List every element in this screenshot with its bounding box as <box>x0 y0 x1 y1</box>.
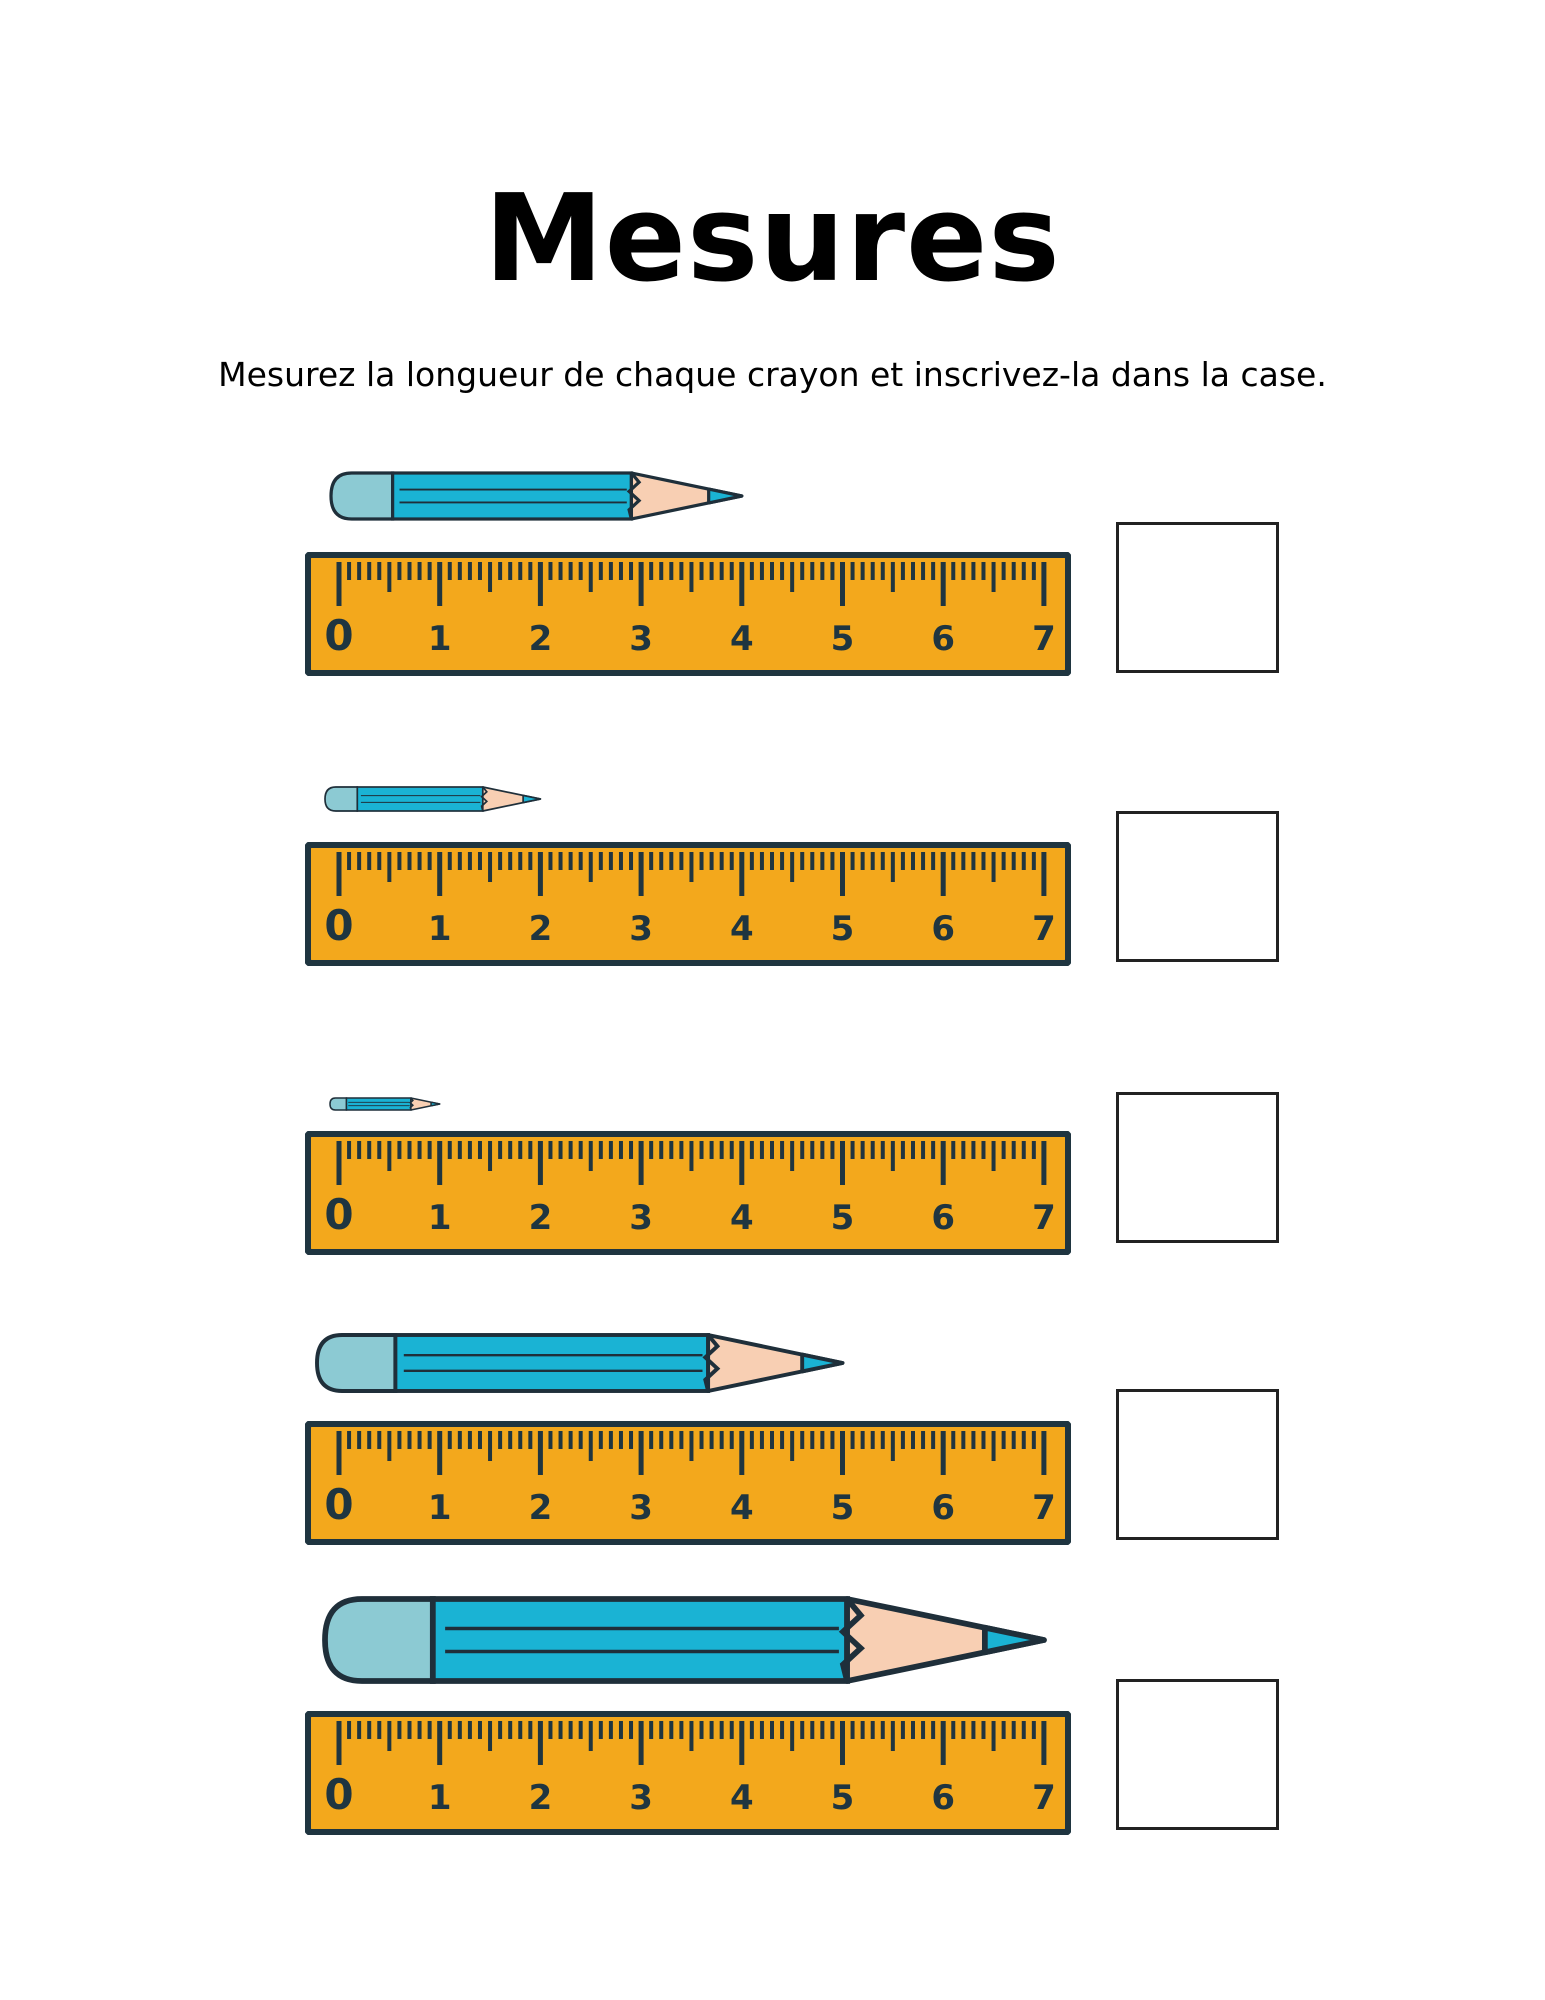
ruler-label: 6 <box>931 909 956 949</box>
pencil-body <box>393 473 632 519</box>
pencil-body <box>395 1335 708 1391</box>
pencil-wood <box>631 473 741 519</box>
ruler-label: 1 <box>427 1778 452 1818</box>
ruler-label: 2 <box>528 909 553 949</box>
ruler-label: 4 <box>729 619 754 659</box>
pencil-icon <box>330 1098 440 1110</box>
pencil-eraser <box>330 1098 346 1110</box>
pencil-lead <box>802 1355 842 1372</box>
instructions: Mesurez la longueur de chaque crayon et inscrivez-la dans la case. <box>218 355 1327 394</box>
pencil-eraser <box>325 1599 433 1681</box>
pencil-zigzag <box>843 1599 861 1681</box>
pencil-eraser <box>331 473 393 519</box>
pencil-icon <box>317 1335 843 1391</box>
ruler-label: 1 <box>427 619 452 659</box>
pencil-body <box>346 1098 410 1110</box>
ruler-label: 4 <box>729 1488 754 1528</box>
ruler <box>305 1131 1071 1255</box>
ruler-label: 5 <box>830 1778 855 1818</box>
ruler-label: 5 <box>830 619 855 659</box>
ruler-label: 6 <box>931 1778 956 1818</box>
pencil-wood <box>847 1599 1044 1681</box>
pencil-zigzag <box>629 473 639 519</box>
page-title: Mesures <box>484 170 1061 309</box>
ruler-label: 3 <box>629 619 653 659</box>
ruler-label: 2 <box>528 619 553 659</box>
ruler-label: 5 <box>830 1198 855 1238</box>
pencil-lead <box>431 1102 440 1106</box>
ruler-label: 1 <box>427 1488 452 1528</box>
ruler <box>305 842 1071 966</box>
ruler-label: 5 <box>830 1488 855 1528</box>
ruler-label: 1 <box>427 909 452 949</box>
ruler <box>305 1421 1071 1545</box>
ruler-label: 4 <box>729 1198 754 1238</box>
pencil-lead <box>523 795 540 802</box>
pencil-wood <box>483 787 541 811</box>
ruler-label: 0 <box>324 901 354 950</box>
ruler-label: 0 <box>324 611 354 660</box>
pencil-icon <box>325 787 540 811</box>
ruler-label: 3 <box>629 909 653 949</box>
ruler-label: 7 <box>1032 909 1056 949</box>
ruler-label: 7 <box>1032 619 1056 659</box>
pencil-body <box>357 787 482 811</box>
pencil-wood <box>411 1098 440 1110</box>
pencil-zigzag <box>482 787 487 811</box>
answer-box[interactable] <box>1116 1092 1279 1243</box>
ruler-label: 3 <box>629 1488 653 1528</box>
answer-box[interactable] <box>1116 1679 1279 1830</box>
answer-box[interactable] <box>1116 1389 1279 1540</box>
pencil-zigzag <box>705 1335 717 1391</box>
ruler-label: 2 <box>528 1778 553 1818</box>
pencil-eraser <box>317 1335 395 1391</box>
ruler-label: 0 <box>324 1190 354 1239</box>
answer-box[interactable] <box>1116 522 1279 673</box>
ruler-label: 4 <box>729 909 754 949</box>
pencil-icon <box>325 1599 1044 1681</box>
pencil-body <box>433 1599 847 1681</box>
answer-box[interactable] <box>1116 811 1279 962</box>
ruler-label: 7 <box>1032 1488 1056 1528</box>
ruler-label: 6 <box>931 1198 956 1238</box>
pencil-wood <box>708 1335 842 1391</box>
ruler-label: 5 <box>830 909 855 949</box>
pencil-icon <box>331 473 742 519</box>
pencil-lead <box>985 1628 1044 1653</box>
ruler <box>305 1711 1071 1835</box>
ruler-label: 4 <box>729 1778 754 1818</box>
ruler-label: 2 <box>528 1198 553 1238</box>
ruler-label: 6 <box>931 1488 956 1528</box>
pencil-lead <box>709 489 742 503</box>
ruler-label: 3 <box>629 1778 653 1818</box>
ruler-label: 3 <box>629 1198 653 1238</box>
ruler-label: 7 <box>1032 1198 1056 1238</box>
ruler-label: 0 <box>324 1770 354 1819</box>
ruler <box>305 552 1071 676</box>
ruler-label: 6 <box>931 619 956 659</box>
pencil-zigzag <box>410 1098 413 1110</box>
ruler-label: 1 <box>427 1198 452 1238</box>
pencil-eraser <box>325 787 357 811</box>
ruler-label: 7 <box>1032 1778 1056 1818</box>
ruler-label: 2 <box>528 1488 553 1528</box>
ruler-label: 0 <box>324 1480 354 1529</box>
